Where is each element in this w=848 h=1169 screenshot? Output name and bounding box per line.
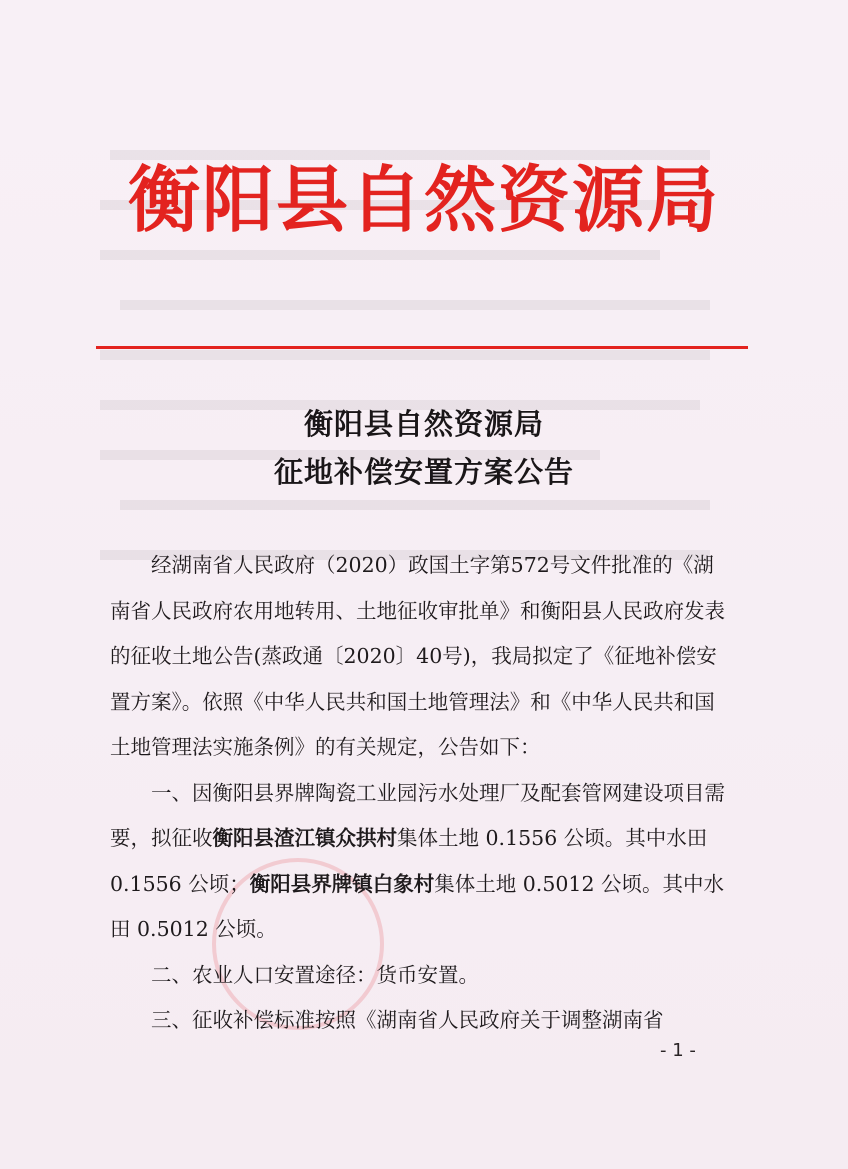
red-divider-line (96, 346, 748, 349)
notice-body (110, 543, 728, 1044)
item1-text-e: 集体土地 0.5012 公顷。其中水田 0.5012 公顷。 (110, 871, 725, 941)
item1-text-a: 一、因衡阳县界牌陶瓷工业园污水处理厂及配套管网建设项目需要，拟征收 (110, 780, 725, 850)
paragraph-item-3: 三、征收补偿标准按照《湖南省人民政府关于调整湖南省 (151, 1008, 664, 1032)
letterhead-title: 衡阳县自然资源局 (127, 157, 720, 242)
notice-title-line2: 征地补偿安置方案公告 (273, 455, 574, 489)
paragraph-preamble: 经湖南省人民政府（2020）政国土字第572号文件批准的《湖南省人民政府农用地转用、土地征收审批单》和衡阳县人民政府发表的征收土地公告(蒸政通〔2020〕40号)，我局拟定了《征地补偿安置方案》。依照《中华人民共和国土地管理法》和《中华人民共和国土地管理法实施条例》的有关规定，公告如下： (110, 553, 725, 759)
village-baixiang: 衡阳县界牌镇白象村 (249, 871, 435, 896)
village-zhonggong: 衡阳县渣江镇众拱村 (212, 826, 397, 850)
item1-text-c: 集体土地 0.1556 公顷。其中水田 0.1556 公顷； (110, 826, 708, 896)
paragraph-item-1 (110, 771, 728, 953)
paragraph-item-2: 二、农业人口安置途径：货币安置。 (151, 962, 479, 987)
notice-title-line1: 衡阳县自然资源局 (303, 407, 544, 441)
page-number: - 1 - (660, 1040, 696, 1061)
